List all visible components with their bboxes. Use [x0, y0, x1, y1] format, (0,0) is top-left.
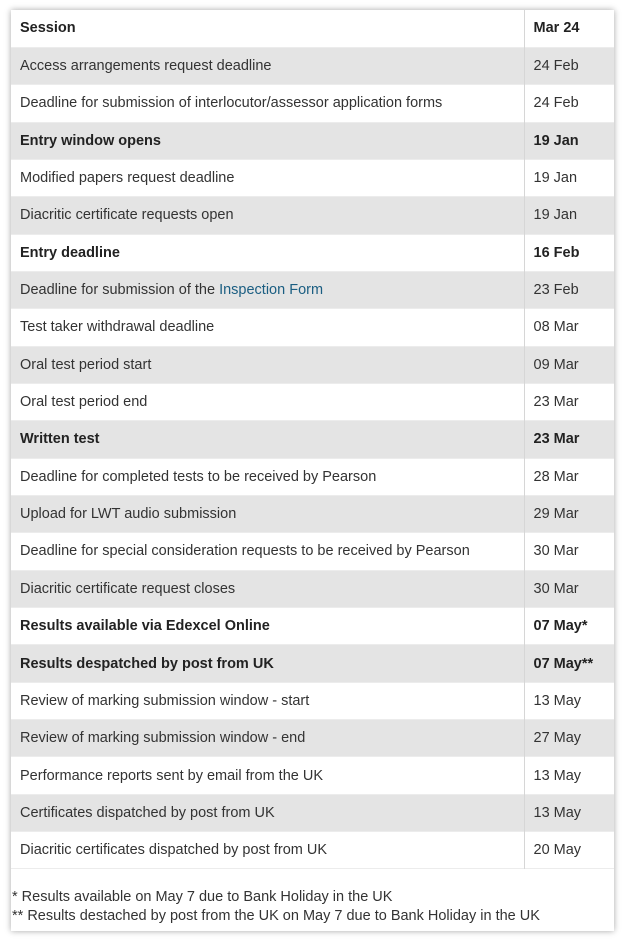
row-label: Access arrangements request deadline: [11, 47, 524, 84]
row-label: Diacritic certificate requests open: [11, 197, 524, 234]
table-row: [11, 346, 614, 383]
table-row: [11, 495, 614, 532]
table-row: [11, 720, 614, 757]
table-row: [11, 645, 614, 682]
row-date: 13 May: [524, 794, 614, 831]
row-date: 28 Mar: [524, 458, 614, 495]
table-row: [11, 458, 614, 495]
row-date: 30 Mar: [524, 570, 614, 607]
row-date: 13 May: [524, 757, 614, 794]
table-header-row: [11, 10, 614, 47]
table-row: [11, 421, 614, 458]
table-row: [11, 271, 614, 308]
table-row: [11, 757, 614, 794]
row-label: Review of marking submission window - start: [20, 692, 310, 709]
row-date: 07 May**: [524, 645, 614, 682]
row-date: 19 Jan: [524, 197, 614, 234]
inspection-form-link[interactable]: Inspection Form: [219, 282, 324, 299]
row-date: 16 Feb: [524, 234, 614, 271]
table-row: [11, 794, 614, 831]
row-date: 20 May: [524, 832, 614, 869]
header-date: Mar 24: [524, 10, 614, 47]
row-date: 24 Feb: [524, 85, 614, 122]
row-date: 09 Mar: [524, 346, 614, 383]
row-label: Modified papers request deadline: [20, 170, 235, 187]
header-session: Session: [20, 20, 76, 37]
row-date: 08 Mar: [524, 309, 614, 346]
row-label: Results available via Edexcel Online: [20, 618, 270, 635]
table-row: [11, 122, 614, 159]
table-row: [11, 832, 614, 869]
table-row: [11, 533, 614, 570]
table-row: [11, 682, 614, 719]
row-date: 24 Feb: [524, 47, 614, 84]
footnote-2: ** Results destached by post from the UK on May 7 due to Bank Holiday in the UK: [12, 908, 540, 924]
row-date: 29 Mar: [524, 495, 614, 532]
row-date: 27 May: [524, 720, 614, 757]
row-date: 19 Jan: [524, 122, 614, 159]
row-label: Results despatched by post from UK: [11, 645, 524, 682]
table-row: [11, 570, 614, 607]
row-date: 07 May*: [524, 608, 614, 645]
row-label-prefix: Deadline for submission of the: [20, 282, 220, 299]
row-date: 30 Mar: [524, 533, 614, 570]
table-row: [11, 197, 614, 234]
footnotes: [11, 888, 614, 926]
row-date: 13 May: [524, 682, 614, 719]
table-row: [11, 85, 614, 122]
row-date: 19 Jan: [524, 159, 614, 196]
row-label: Entry deadline: [20, 244, 120, 261]
table-row: [11, 234, 614, 271]
row-label: Oral test period end: [20, 394, 148, 411]
row-label: Test taker withdrawal deadline: [20, 319, 215, 336]
row-label: Oral test period start: [11, 346, 524, 383]
table-row: [11, 383, 614, 420]
row-label: Diacritic certificates dispatched by post from UK: [20, 842, 328, 859]
row-label: Deadline for special consideration requests to be received by Pearson: [20, 543, 470, 560]
row-label: Performance reports sent by email from the UK: [20, 767, 324, 784]
row-label: Diacritic certificate request closes: [11, 570, 524, 607]
table-row: [11, 47, 614, 84]
row-date: 23 Mar: [524, 383, 614, 420]
table-row: [11, 159, 614, 196]
schedule-panel: [11, 10, 614, 931]
footnote-1: * Results available on May 7 due to Bank Holiday in the UK: [12, 889, 393, 905]
row-label: Deadline for completed tests to be received by Pearson: [20, 468, 377, 485]
row-label: Review of marking submission window - end: [11, 720, 524, 757]
row-label: Entry window opens: [11, 122, 524, 159]
row-label: [11, 271, 524, 308]
table-row: [11, 309, 614, 346]
table-row: [11, 608, 614, 645]
row-label: Upload for LWT audio submission: [11, 495, 524, 532]
row-date: 23 Feb: [524, 271, 614, 308]
row-label: Deadline for submission of interlocutor/assessor application forms: [20, 95, 443, 112]
row-date: 23 Mar: [524, 421, 614, 458]
row-label: Certificates dispatched by post from UK: [11, 794, 524, 831]
row-label: Written test: [11, 421, 524, 458]
schedule-table: [11, 10, 614, 869]
